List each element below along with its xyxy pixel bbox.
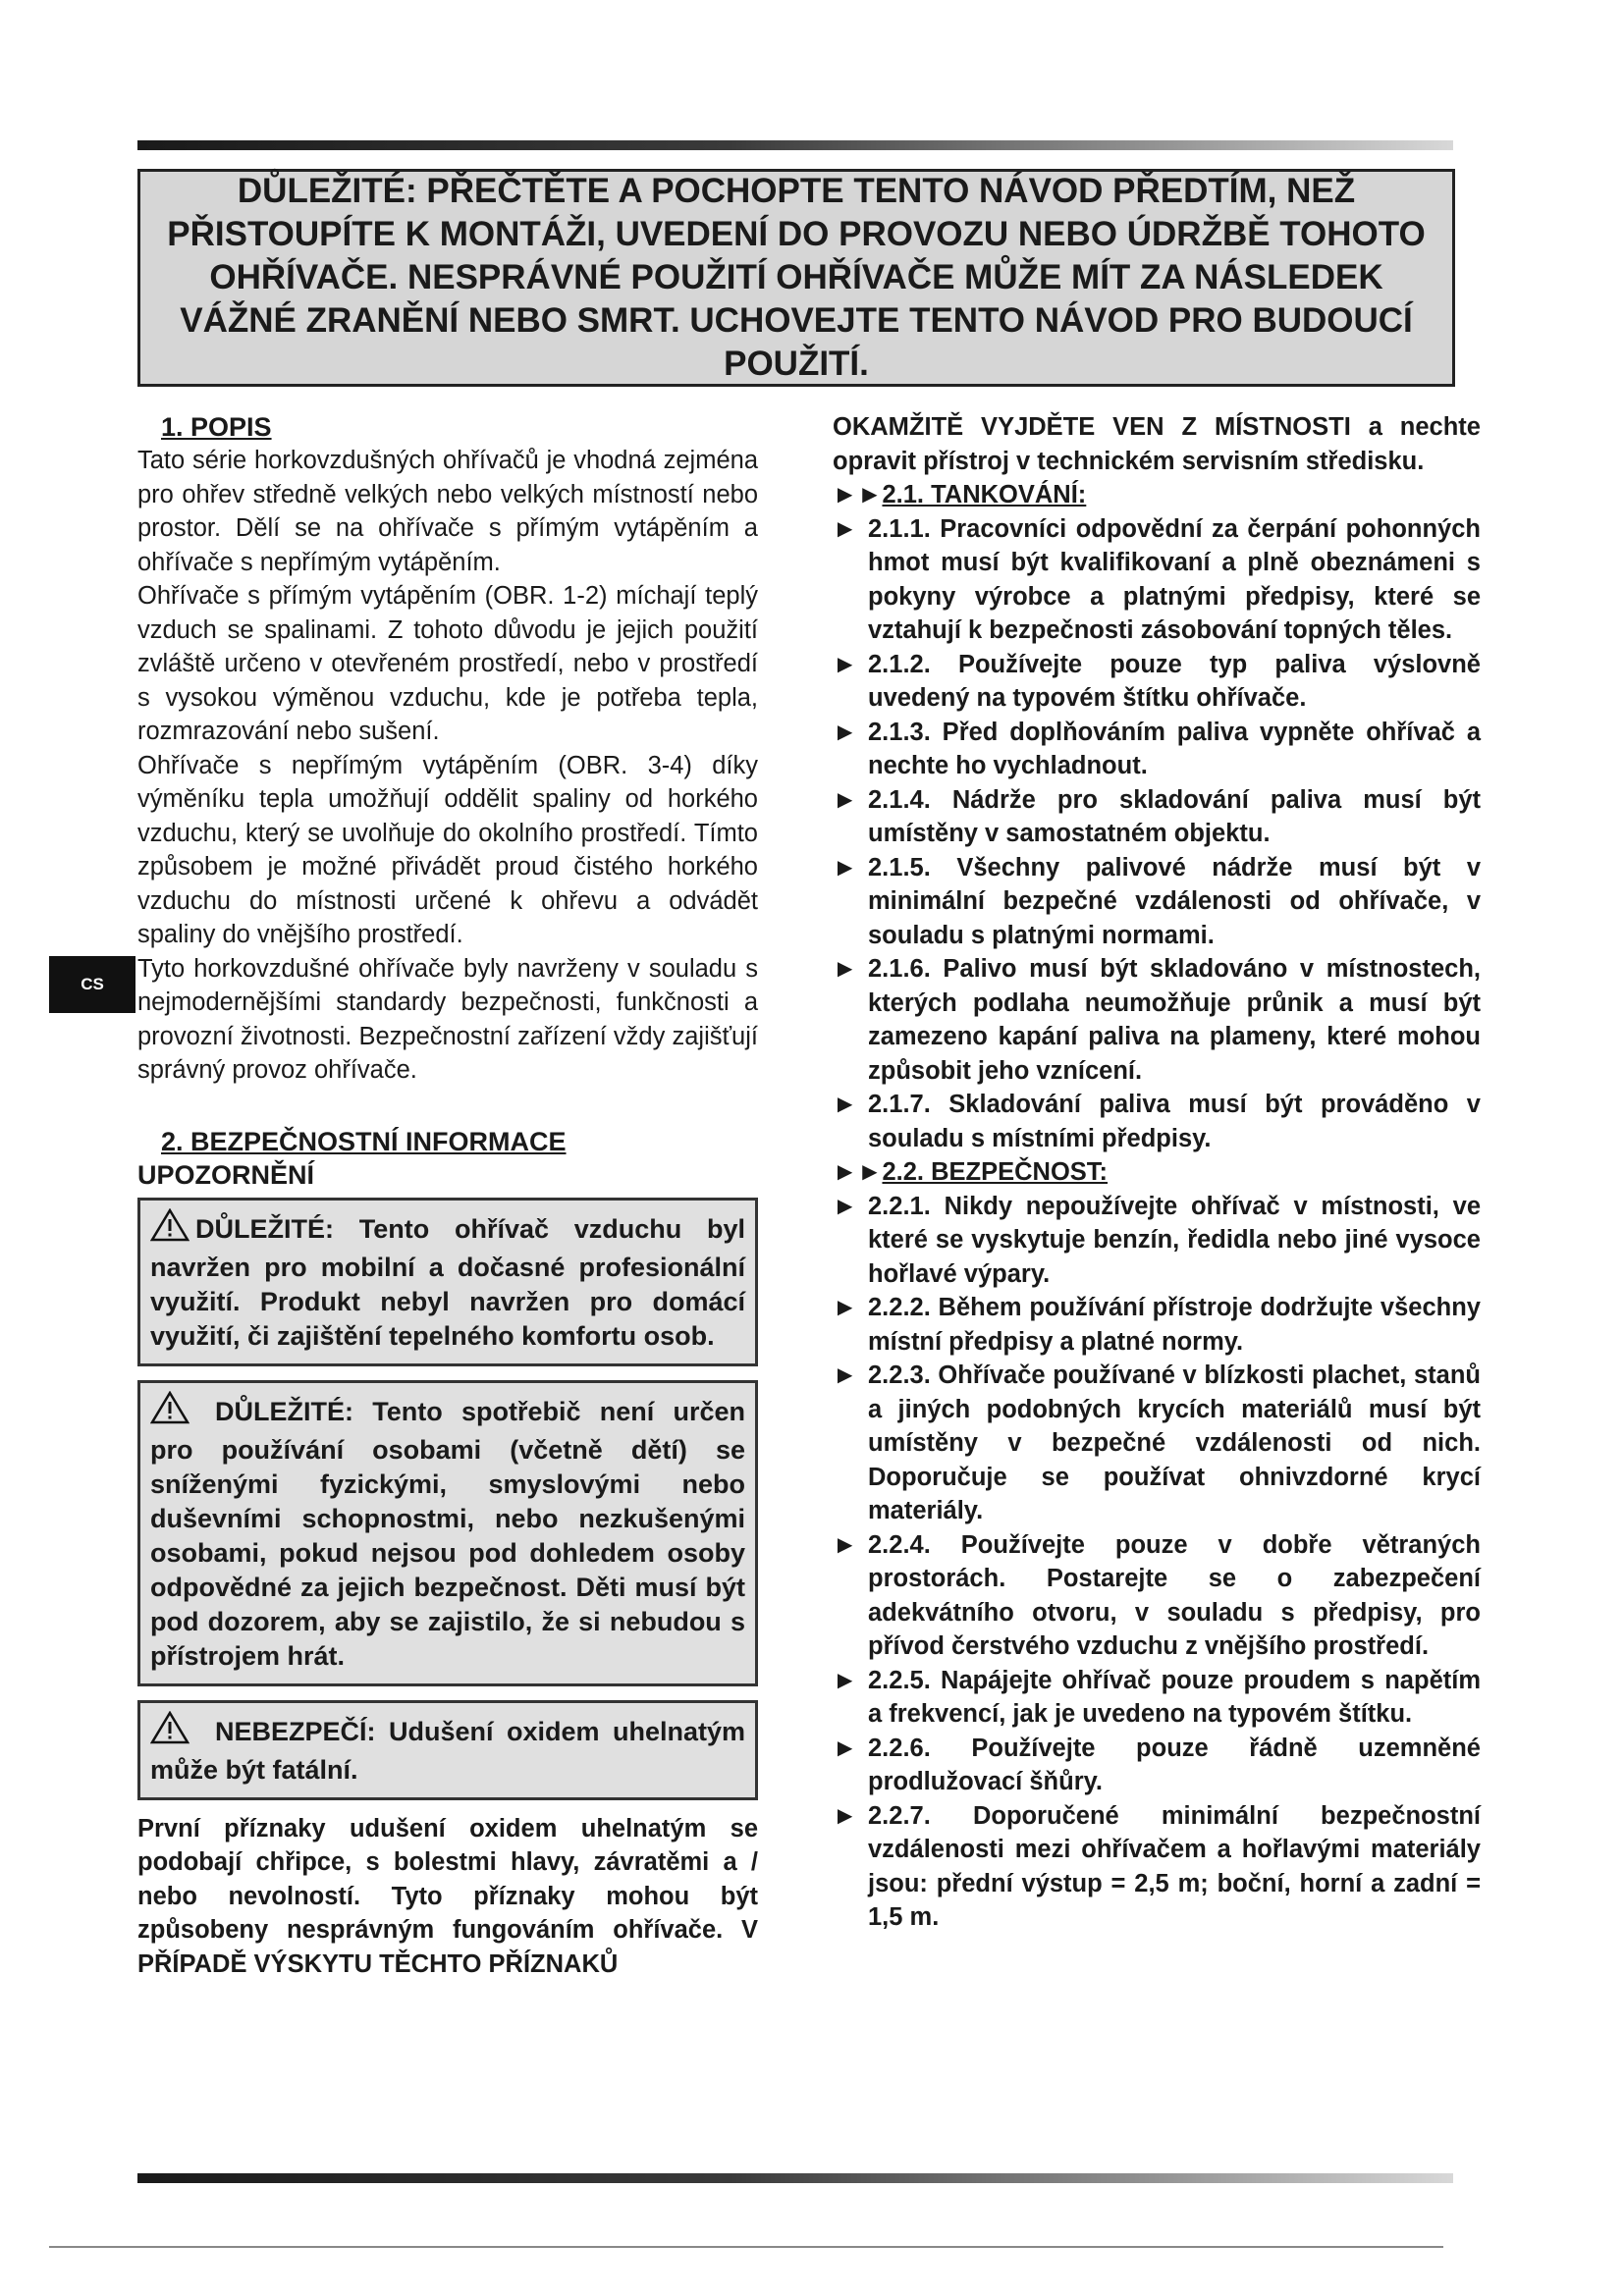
arrow-icon: ► bbox=[833, 718, 858, 746]
item-2-1-7: 2.1.7. Skladování paliva musí být prováděno v souladu s místními předpisy. bbox=[868, 1091, 1481, 1152]
item-2-2-5: 2.2.5. Napájejte ohřívač pouze proudem s napětím a frekvencí, jak je uvedeno na typovém štítku. bbox=[868, 1666, 1481, 1728]
item-2-2-1: 2.2.1. Nikdy nepoužívejte ohřívač v místnosti, ve které se vyskytuje benzín, ředidla nebo jiné vysoce hořlavé výpary. bbox=[868, 1192, 1481, 1288]
section-1-paragraph-4: Tyto horkovzdušné ohřívače byly navrženy v souladu s nejmodernějšími standardy bezpečnosti, funkčnosti a provozní životnosti. Bezpečnostní zařízení vždy zajišťují správný provoz ohřívače. bbox=[137, 954, 758, 1084]
warning-1-text: DŮLEŽITÉ: Tento ohřívač vzduchu byl navržen pro mobilní a dočasné profesionální využití. Produkt nebyl navržen pro domácí využití, či zajištění tepelného komfortu osob. bbox=[150, 1213, 745, 1351]
item-2-1-3: 2.1.3. Před doplňováním paliva vypněte ohřívač a nechte ho vychladnout. bbox=[868, 718, 1481, 779]
list-item bbox=[833, 783, 1481, 851]
section-1-paragraph-1: Tato série horkovzdušných ohřívačů je vhodná zejména pro ohřev středně velkých nebo velkých místností nebo prostor. Dělí se na ohřívače s přímým vytápěním a ohřívače s nepřímým vytápěním. bbox=[137, 447, 758, 576]
continued-text: OKAMŽITĚ VYJDĚTE VEN Z MÍSTNOSTI a nechte opravit přístroj v technickém servisním středisku. bbox=[833, 413, 1481, 475]
section-1-heading: 1. POPIS bbox=[161, 412, 272, 442]
list-item bbox=[833, 851, 1481, 953]
arrow-icon: ► bbox=[833, 1192, 858, 1220]
right-column bbox=[833, 410, 1481, 1935]
list-item bbox=[833, 1190, 1481, 1292]
list-item bbox=[833, 1291, 1481, 1359]
warning-triangle-icon bbox=[150, 1208, 189, 1251]
item-2-2-3: 2.2.3. Ohřívače používané v blízkosti plachet, stanů a jiných podobných krycích materiálů musí být umístěny v bezpečné vzdálenosti od nich. Doporučuje se používat ohnivzdorné krycí materiály. bbox=[868, 1362, 1481, 1524]
item-2-2-6: 2.2.6. Používejte pouze řádně uzemněné prodlužovací šňůry. bbox=[868, 1734, 1481, 1795]
warning-2-text: DŮLEŽITÉ: Tento spotřebič není určen pro používání osobami (včetně dětí) se sníženými fyzickými, smyslovými nebo duševními schopnostmi, nebo nezkušenými osobami, pokud nejsou pod dohledem osoby odpovědné za jejich bezpečnost. Děti musí být pod dozorem, aby se zajistilo, že si nebudou s přístrojem hrát. bbox=[150, 1396, 745, 1671]
warning-triangle-icon bbox=[150, 1391, 189, 1433]
bottom-rule bbox=[137, 2173, 1453, 2183]
warning-triangle-icon bbox=[150, 1711, 189, 1753]
list-item bbox=[833, 1799, 1481, 1935]
list-item bbox=[833, 1732, 1481, 1799]
arrow-icon: ► bbox=[833, 1801, 858, 1830]
arrow-icon: ► bbox=[833, 650, 858, 678]
item-2-1-2: 2.1.2. Používejte pouze typ paliva výslovně uvedený na typovém štítku ohřívače. bbox=[868, 650, 1481, 712]
left-column bbox=[137, 410, 758, 1981]
list-item bbox=[833, 648, 1481, 716]
section-2-heading: 2. BEZPEČNOSTNÍ INFORMACE bbox=[161, 1126, 567, 1156]
list-item bbox=[833, 716, 1481, 783]
list-item bbox=[833, 1359, 1481, 1528]
list-item bbox=[833, 512, 1481, 648]
list-item bbox=[833, 1528, 1481, 1664]
language-label: CS bbox=[81, 975, 104, 993]
list-item bbox=[833, 952, 1481, 1088]
section-2-subheading: UPOZORNĚNÍ bbox=[137, 1159, 315, 1190]
section-1-paragraph-3: Ohřívače s nepřímým vytápěním (OBR. 3-4) díky výměníku tepla umožňují oddělit spaliny od horkého vzduchu, který se uvolňuje do okolního prostředí. Tímto způsobem je možné přivádět proud čistého horkého vzduchu do místnosti určené k ohřevu a odvádět spaliny do vnějšího prostředí. bbox=[137, 751, 758, 948]
arrow-icon: ► bbox=[833, 1294, 858, 1321]
arrow-icon: ► bbox=[833, 955, 858, 983]
arrow-icon: ► bbox=[833, 1362, 858, 1389]
item-2-1-5: 2.1.5. Všechny palivové nádrže musí být v minimální bezpečné vzdálenosti od ohřívače, v souladu s platnými normami. bbox=[868, 853, 1481, 949]
item-2-1-1: 2.1.1. Pracovníci odpovědní za čerpání pohonných hmot musí být kvalifikovaní a plně obeznámeni s pokyny výrobce a platnými předpisy, které se vztahují k bezpečnosti zásobování topných těles. bbox=[868, 514, 1481, 644]
section-2-2-title: 2.2. BEZPEČNOST: bbox=[882, 1158, 1109, 1186]
item-2-2-2: 2.2.2. Během používání přístroje dodržujte všechny místní předpisy a platné normy. bbox=[868, 1294, 1481, 1356]
banner-text: DŮLEŽITÉ: PŘEČTĚTE A POCHOPTE TENTO NÁVOD PŘEDTÍM, NEŽ PŘISTOUPÍTE K MONTÁŽI, UVEDENÍ DO PROVOZU NEBO ÚDRŽBĚ TOHOTO OHŘÍVAČE. NESPRÁVNÉ POUŽITÍ OHŘÍVAČE MŮŽE MÍT ZA NÁSLEDEK VÁŽNÉ ZRANĚNÍ NEBO SMRT. UCHOVEJTE TENTO NÁVOD PRO BUDOUCÍ POUŽITÍ. bbox=[167, 172, 1426, 383]
arrow-icon: ► bbox=[833, 514, 858, 543]
top-rule bbox=[137, 140, 1453, 150]
warning-box-1 bbox=[137, 1198, 758, 1366]
list-item bbox=[833, 1088, 1481, 1155]
arrow-icon: ► bbox=[833, 1091, 858, 1118]
section-2-1-title: 2.1. TANKOVÁNÍ: bbox=[882, 481, 1087, 508]
item-2-2-4: 2.2.4. Používejte pouze v dobře větraných prostorách. Postarejte se o zabezpečení adekvátního otvoru, v souladu s předpisy, pro přívod čerstvého vzduchu z vnějšího prostředí. bbox=[868, 1530, 1481, 1660]
item-2-2-7: 2.2.7. Doporučené minimální bezpečnostní vzdálenosti mezi ohřívačem a hořlavými materiály jsou: přední výstup = 2,5 m; boční, horní a zadní = 1,5 m. bbox=[868, 1801, 1481, 1931]
danger-box bbox=[137, 1700, 758, 1800]
warning-box-2 bbox=[137, 1380, 758, 1686]
double-arrow-icon: ►► bbox=[833, 1158, 883, 1186]
item-2-1-4: 2.1.4. Nádrže pro skladování paliva musí být umístěny v samostatném objektu. bbox=[868, 785, 1481, 847]
item-2-1-6: 2.1.6. Palivo musí být skladováno v místnostech, kterých podlaha neumožňuje průnik a musí být zamezeno kapání paliva na plameny, které mohou způsobit jeho vznícení. bbox=[868, 955, 1481, 1085]
arrow-icon: ► bbox=[833, 1734, 858, 1762]
list-item bbox=[833, 1664, 1481, 1732]
important-banner bbox=[137, 169, 1455, 387]
footer-line bbox=[49, 2246, 1443, 2248]
language-tab bbox=[49, 956, 135, 1013]
arrow-icon: ► bbox=[833, 785, 858, 814]
arrow-icon: ► bbox=[833, 1666, 858, 1694]
section-1-paragraph-2: Ohřívače s přímým vytápěním (OBR. 1-2) míchají teplý vzduch se spalinami. Z tohoto důvodu je jejich použití zvláště určeno v otevřeném prostředí, nebo v prostředí s vysokou výměnou vzduchu, kde je potřeba tepla, rozmrazování nebo sušení. bbox=[137, 582, 758, 745]
arrow-icon: ► bbox=[833, 853, 858, 881]
double-arrow-icon: ►► bbox=[833, 481, 883, 508]
section-2-1-heading bbox=[833, 478, 1481, 512]
symptoms-paragraph: První příznaky udušení oxidem uhelnatým se podobají chřipce, s bolestmi hlavy, závratěmi a / nebo nevolností. Tyto příznaky mohou být způsobeny nesprávným fungováním ohřívače. V PŘÍPADĚ VÝSKYTU TĚCHTO PŘÍZNAKŮ bbox=[137, 1814, 758, 1978]
danger-text: NEBEZPEČÍ: Udušení oxidem uhelnatým může být fatální. bbox=[150, 1716, 745, 1785]
section-2-2-heading bbox=[833, 1155, 1481, 1190]
arrow-icon: ► bbox=[833, 1530, 858, 1559]
